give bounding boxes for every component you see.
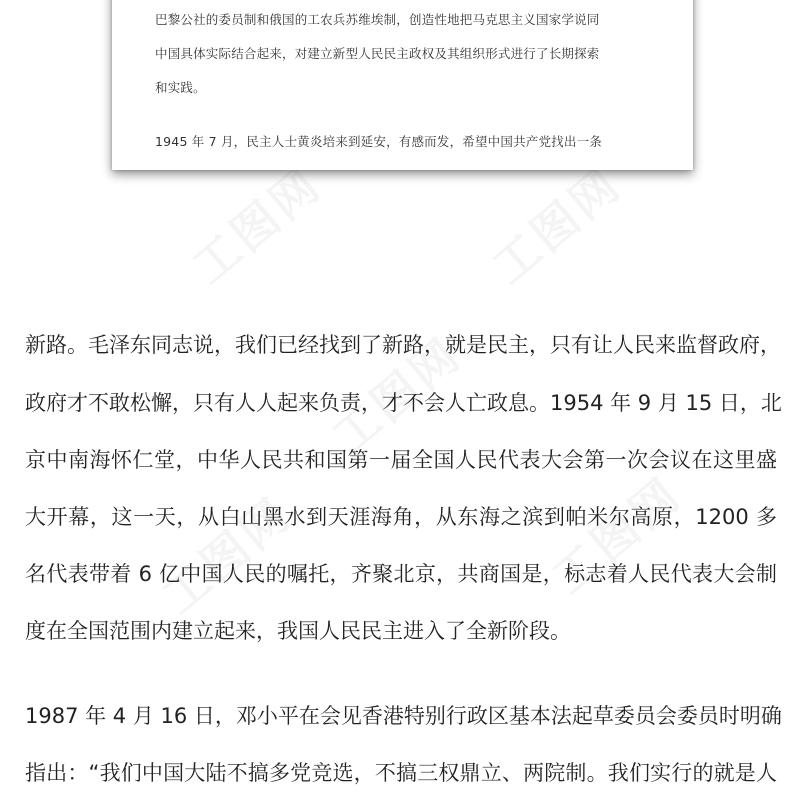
preview-text-line: 巴黎公社的委员制和俄国的工农兵苏维埃制，创造性地把马克思主义国家学说同	[155, 12, 600, 27]
body-text-line: 1987 年 4 月 16 日，邓小平在会见香港特别行政区基本法起草委员会委员时明确	[25, 704, 782, 728]
watermark: 工图网	[182, 156, 332, 295]
body-text-line: 名代表带着 6 亿中国人民的嘱托，齐聚北京，共商国是，标志着人民代表大会制	[25, 562, 777, 586]
body-text-line: 政府才不敢松懈，只有人人起来负责，才不会人亡政息。1954 年 9 月 15 日，北	[25, 391, 782, 415]
body-text-line: 新路。毛泽东同志说，我们已经找到了新路，就是民主，只有让人民来监督政府，	[25, 333, 781, 357]
watermark: 工图网	[482, 156, 632, 295]
preview-text-line: 和实践。	[155, 80, 206, 95]
body-text-line: 大开幕，这一天，从白山黑水到天涯海角，从东海之滨到帕米尔高原，1200 多	[25, 505, 777, 529]
watermark: 工图网	[542, 466, 692, 605]
body-text-line: 度在全国范围内建立起来，我国人民民主进入了全新阶段。	[25, 619, 571, 643]
body-text-line: 京中南海怀仁堂，中华人民共和国第一届全国人民代表大会第一次会议在这里盛	[25, 448, 777, 472]
watermark: 工图网	[322, 326, 472, 465]
preview-text-line: 中国具体实际结合起来，对建立新型人民民主政权及其组织形式进行了长期探索	[155, 46, 600, 61]
page-preview-card	[112, 0, 693, 170]
watermark: 工图网	[152, 486, 302, 625]
body-text-line: 指出：“我们中国大陆不搞多党竞选，不搞三权鼎立、两院制。我们实行的就是人	[25, 761, 777, 785]
preview-text-line: 1945 年 7 月，民主人士黄炎培来到延安，有感而发，希望中国共产党找出一条	[155, 134, 602, 149]
